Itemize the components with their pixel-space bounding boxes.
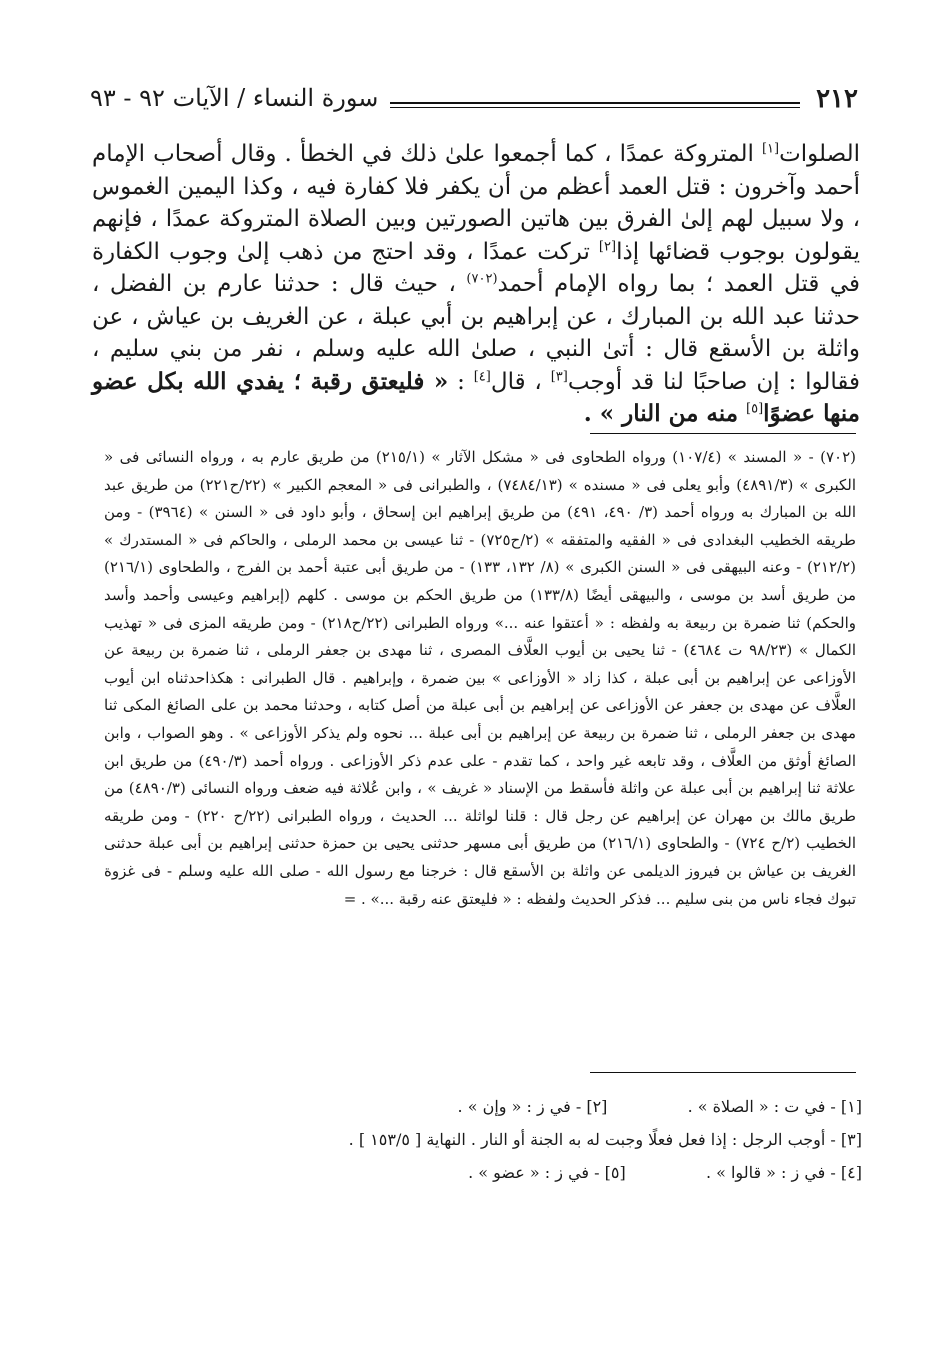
variant-note-1: [١] - في ت : « الصلاة » . bbox=[687, 1097, 862, 1116]
main-paragraph bbox=[92, 138, 860, 431]
notes-separator-rule bbox=[590, 433, 856, 434]
footnote-marker-3: [٣] bbox=[550, 368, 568, 384]
footnote-marker-4: [٤] bbox=[473, 368, 491, 384]
main-text-part-2: المتروكة عمدًا ، كما أجمعوا علىٰ ذلك في الخطأ . وقال أصحاب الإمام أحمد وآخرون : قتل العمد أعظم من أن يكفر فلا كفارة فيه ، وكذا اليمين الغموس ، ولا سبيل لهم إلىٰ الفرق بين هاتين الصورتين وبين الصلاة المتروكة عمدًا ، فإنهم يقولون بوجوب قضائها إذا bbox=[92, 141, 860, 265]
footnote-marker-1: [١] bbox=[761, 141, 780, 157]
variant-note-5: [٥] - في ز : « عضو » . bbox=[468, 1163, 626, 1182]
main-text-part-3: تركت عمدًا ، وقد احتج من ذهب إلىٰ وجوب الكفارة في قتل العمد ؛ بما رواه الإمام أحمد bbox=[92, 238, 860, 297]
hadith-quote-b: منه من النار » . bbox=[583, 400, 747, 427]
variant-note-4: [٤] - في ز : « قالوا » . bbox=[705, 1163, 862, 1182]
hadith-reference-702: (٧٠٢) bbox=[466, 271, 498, 287]
main-text-part-6: : bbox=[448, 368, 474, 395]
takhrij-note-702: (٧٠٢) - « المسند » (١٠٧/٤) ورواه الطحاوى فى « مشكل الآثار » (٢١٥/١) من طريق عارم به ، ورواه النسائى فى « الكبرى » (٤٨٩١/٣) وأبو يعلى فى « مسنده » (٧٤٨٤/١٣) ، والطبرانى فى « المعجم الكبير » (٢٢/ح٢٢١) من طريق عبد الله بن المبارك به ورواه أحمد (٣/ ٤٩٠، ٤٩١) من طريق إبراهيم ابن إسحاق ، وأبو داود فى « السنن » (٣٩٦٤) - ومن طريقه الخطيب البغدادى فى « الفقيه والمتفقه » (٢/ح٧٢٥) - ثنا عيسى بن محمد الرملى ، والحاكم فى « المستدرك » (٢١٢/٢) - وعنه البيهقى فى « السنن الكبرى » (٨/ ١٣٢، ١٣٣) - من طريق أبى عتبة أحمد بن الفرج ، والطحاوى (٢١٦/١) من طريق أسد بن موسى ، والبيهقى أيضًا (١٣٣/٨) من طريق الحكم بن موسى . كلهم (إبراهيم وعيسى وأحمد وأسد والحكم) ثنا ضمرة بن ربيعة به ولفظه : « أعتقوا عنه ...» ورواه الطبرانى (٢٢/ح٢١٨) - ومن طريقه المزى فى « تهذيب الكمال » (٩٨/٢٣ ت ٤٦٨٤) - ثنا يحيى بن أيوب العلَّاف المصرى ، ثنا مهدى بن جعفر الرملى ، ثنا ضمرة بن ربيعة عن الأوزاعى عن إبراهيم بن أبى عبلة ، كذا زاد « الأوزاعى » بين ضمرة ، وإبراهيم . قال الطبرانى : هكذاحدثناه ابن أيوب العلَّاف عن مهدى بن جعفر عن الأوزاعى عن إبراهيم بن أبى عبلة من أصل كتابه ، وحدثنا محمد بن على الصائغ المكى ثنا مهدى بن جعفر الرملى ، ثنا ضمرة بن ربيعة عن إبراهيم بن أبى عبلة ... نحوه ولم يذكر الأوزاعى » . وهو الصواب ، وابن الصائغ أوثق من العلَّاف ، وقد تابعه غير واحد ، كما تقدم - على عدم ذكر الأوزاعى . ورواه أحمد (٤٩٠/٣) من طريق ابن علاثة ثنا إبراهيم بن أبى عبلة عن واثلة فأسقط من الإسناد « غريف » ، وابن عُلاثة فيه ضعف ورواه النسائى (٤٨٩٠/٣) من طريق مالك بن مهران عن إبراهيم عن رجل قال : قلنا لواثلة ... الحديث ، ورواه الطبرانى (٢٢/ح ٢٢٠) - ومن طريقه الخطيب (٢/ح ٧٢٤) - والطحاوى (٢١٦/١) من طريق أبى مسهر حدثنى يحيى بن حمزة حدثنى إبراهيم بن أبى عبلة حدثنى الغريف بن عياش بن فيروز الديلمى عن واثلة بن الأسقع قال : خرجنا مع رسول الله - صلى الله عليه وسلم - فى غزوة تبوك فجاء ناس من بنى سليم ... فذكر الحديث ولفظه : « فليعتق عنه رقبة ...» . = bbox=[104, 448, 857, 908]
page-header bbox=[90, 78, 858, 118]
variant-row bbox=[240, 1123, 862, 1156]
takhrij-notes bbox=[104, 444, 856, 913]
page-number: ٢١٢ bbox=[816, 84, 858, 114]
running-title: سورة النساء / الآيات ٩٢ - ٩٣ bbox=[90, 84, 379, 112]
main-body-text bbox=[92, 138, 860, 431]
hadith-quote-a: « فليعتق رقبة ؛ يفدي الله بكل عضو منها عضوًا bbox=[92, 367, 860, 427]
variant-row bbox=[240, 1090, 862, 1123]
footnote-marker-2: [٢] bbox=[598, 238, 617, 254]
header-rule bbox=[390, 102, 800, 108]
variants-separator-rule bbox=[590, 1072, 856, 1073]
variant-readings bbox=[240, 1090, 862, 1189]
footnote-marker-5: [٥] bbox=[746, 401, 764, 417]
main-text-part-5: ، قال bbox=[490, 368, 551, 395]
main-text-part-4: ، حيث قال : حدثنا عارم بن الفضل ، حدثنا عبد الله بن المبارك ، عن إبراهيم بن أبي عبلة ، عن الغريف بن عياش ، عن واثلة بن الأسقع قال : أتىٰ النبي ، صلىٰ الله عليه وسلم ، نفر من بني سليم ، فقالوا : إن صاحبًا لنا قد أوجب bbox=[92, 271, 860, 395]
variant-note-2: [٢] - في ز : « وإن » . bbox=[457, 1097, 608, 1116]
variant-note-3: [٣] - أوجب الرجل : إذا فعل فعلًا وجبت له به الجنة أو النار . النهاية [ ١٥٣/٥ ] . bbox=[348, 1130, 862, 1149]
main-text-part-1: الصلوات bbox=[779, 141, 860, 167]
variant-row bbox=[240, 1156, 862, 1189]
